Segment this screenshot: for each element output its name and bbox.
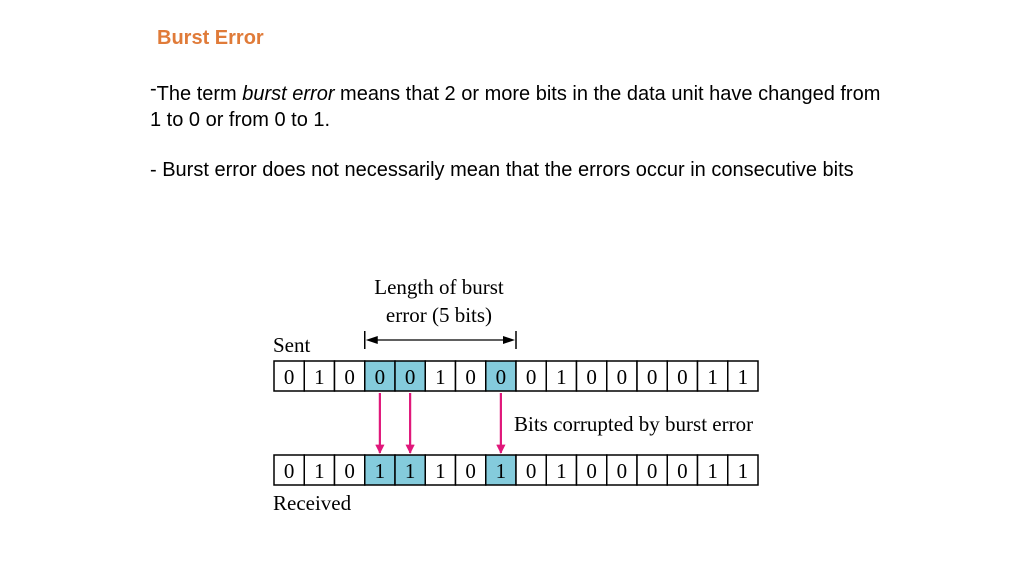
burst-error-term: burst error <box>242 83 335 105</box>
definition-text-start: The term <box>156 83 243 105</box>
received-bit-value: 0 <box>525 459 537 483</box>
sent-bit-value: 1 <box>556 365 567 389</box>
received-bit-value: 1 <box>314 459 325 483</box>
burst-length-label-line1: Length of burst <box>374 275 504 299</box>
received-bits-row <box>274 455 758 485</box>
corruption-arrows <box>380 393 501 453</box>
received-bit-value: 1 <box>404 459 416 483</box>
sent-bits-row <box>274 361 758 391</box>
sent-bit-value: 0 <box>646 365 658 389</box>
burst-span-left-arrowhead <box>366 336 378 344</box>
sent-bit-value: 1 <box>737 365 749 389</box>
burst-length-span <box>365 331 516 349</box>
sent-bit-value: 0 <box>616 365 628 389</box>
definition-text-end: means that 2 or more bits in the data unit have changed from 1 to 0 or from 0 to 1. <box>150 83 881 131</box>
received-bit-value: 1 <box>495 459 507 483</box>
received-bit-value: 1 <box>707 459 718 483</box>
received-bit-value: 0 <box>344 459 355 483</box>
sent-bit-value: 0 <box>586 365 597 389</box>
received-bit-value: 1 <box>737 459 749 483</box>
burst-span-right-arrowhead <box>503 336 515 344</box>
received-bit-value: 0 <box>465 459 476 483</box>
sent-bit-value: 0 <box>283 365 295 389</box>
sent-bit-value: 0 <box>404 365 416 389</box>
received-bit-value: 1 <box>435 459 446 483</box>
sent-bit-value: 0 <box>677 365 688 389</box>
received-bit-value: 0 <box>586 459 597 483</box>
sent-bit-value: 1 <box>435 365 446 389</box>
sent-bit-value: 1 <box>707 365 718 389</box>
sent-bit-value: 0 <box>465 365 476 389</box>
corrupted-bits-label: Bits corrupted by burst error <box>514 412 754 436</box>
sent-bit-value: 0 <box>374 365 386 389</box>
received-label: Received <box>273 491 352 515</box>
burst-length-label-line2: error (5 bits) <box>385 303 493 327</box>
received-bit-value: 1 <box>374 459 386 483</box>
slide-title: Burst Error <box>157 27 264 49</box>
sent-bit-value: 0 <box>344 365 355 389</box>
sent-label: Sent <box>273 333 311 357</box>
sent-bit-value: 1 <box>314 365 325 389</box>
sent-bit-value: 0 <box>525 365 537 389</box>
received-bit-value: 0 <box>616 459 628 483</box>
bullet-dash: - <box>150 78 157 100</box>
received-bit-value: 1 <box>556 459 567 483</box>
received-bit-value: 0 <box>283 459 295 483</box>
paragraph-consecutive-note: - Burst error does not necessarily mean that the errors occur in consecutive bits <box>150 159 854 181</box>
received-bit-value: 0 <box>646 459 658 483</box>
sent-bit-value: 0 <box>495 365 507 389</box>
received-bit-value: 0 <box>677 459 688 483</box>
